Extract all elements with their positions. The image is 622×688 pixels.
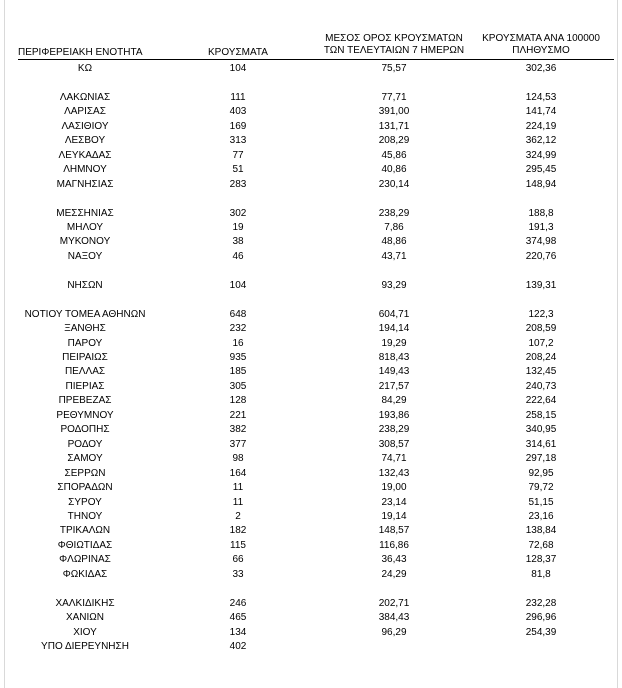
cases-cell: 402 [229,641,247,652]
cases-per-100k-cell: 224,19 [525,120,557,132]
table-row [0,91,622,105]
cases-cell: 111 [230,91,246,103]
table-row [0,524,622,538]
region-name-cell: ΚΩ [77,63,93,74]
table-row [0,279,622,293]
cases-cell: 305 [229,380,247,392]
seven-day-average-cell: 202,71 [378,597,410,609]
table-row [0,337,622,351]
table-row [0,322,622,336]
region-name-cell: ΡΕΘΥΜΝΟΥ [56,409,114,421]
seven-day-average-cell: 238,29 [378,424,410,436]
cases-cell: 377 [229,438,247,450]
table-row [0,207,622,221]
cases-cell: 38 [232,236,244,248]
region-name-cell: ΛΕΣΒΟΥ [64,135,106,147]
cases-cell: 221 [229,409,247,421]
header-avg-line-1: ΜΕΣΟΣ ΟΡΟΣ ΚΡΟΥΣΜΑΤΩΝ [325,33,463,44]
table-row [0,134,622,148]
cases-cell: 51 [232,164,244,176]
cases-per-100k-cell: 132,45 [525,366,557,378]
cases-per-100k-cell: 92,95 [528,467,554,479]
table-row [0,640,622,654]
seven-day-average-cell: 48,86 [381,236,407,248]
region-name-cell: ΦΛΩΡΙΝΑΣ [59,554,111,566]
seven-day-average-cell: 391,00 [378,106,410,118]
region-name-cell: ΞΑΝΘΗΣ [64,323,106,335]
cases-cell: 465 [229,612,247,624]
cases-per-100k-cell: 79,72 [528,482,554,494]
region-name-cell: ΧΑΛΚΙΔΙΚΗΣ [55,597,115,609]
region-name-cell: ΛΑΣΙΘΙΟΥ [61,120,109,132]
table-row [0,235,622,249]
cases-cell: 403 [229,106,247,118]
cases-cell: 66 [232,554,244,566]
seven-day-average-cell: 77,71 [381,91,407,103]
region-name-cell: ΝΟΤΙΟΥ ΤΟΜΕΑ ΑΘΗΝΩΝ [24,308,146,320]
cases-per-100k-cell: 208,59 [525,323,557,335]
seven-day-average-cell: 238,29 [378,207,410,219]
cases-cell: 382 [229,424,247,436]
region-name-cell: ΣΕΡΡΩΝ [64,467,106,479]
cases-per-100k-cell: 297,18 [525,453,557,465]
cases-per-100k-cell: 302,36 [525,63,557,74]
table-row [0,568,622,582]
cases-per-100k-cell: 240,73 [525,380,557,392]
seven-day-average-cell: 19,29 [381,337,407,349]
region-name-cell: ΜΗΛΟΥ [66,221,104,233]
table-row [0,626,622,640]
cases-cell: 104 [229,279,247,291]
cases-cell: 2 [235,510,241,522]
cases-per-100k-cell: 191,3 [528,221,554,233]
cases-cell: 182 [229,525,247,537]
table-row [0,481,622,495]
seven-day-average-cell: 230,14 [378,178,410,190]
cases-per-100k-cell: 124,53 [525,91,557,103]
seven-day-average-cell: 194,14 [378,323,410,335]
cases-cell: 98 [232,453,244,465]
cases-per-100k-cell: 122,3 [528,308,554,320]
region-name-cell: ΧΙΟΥ [73,626,97,638]
table-row [0,62,622,76]
region-name-cell: ΠΙΕΡΙΑΣ [65,380,105,392]
cases-per-100k-cell: 296,96 [525,612,557,624]
region-name-cell: ΧΑΝΙΩΝ [65,612,105,624]
region-name-cell: ΜΕΣΣΗΝΙΑΣ [56,207,114,219]
table-row [0,438,622,452]
cases-per-100k-cell: 232,28 [525,597,557,609]
table-row [0,510,622,524]
cases-cell: 19 [232,221,244,233]
cases-cell: 283 [229,178,247,190]
table-row [0,539,622,553]
region-name-cell: ΦΩΚΙΔΑΣ [62,568,108,580]
cases-per-100k-cell: 220,76 [525,250,557,262]
seven-day-average-cell: 40,86 [381,164,407,176]
region-name-cell: ΤΗΝΟΥ [67,510,103,522]
seven-day-average-cell: 208,29 [378,135,410,147]
cases-per-100k-cell: 128,37 [525,554,557,566]
cases-cell: 128 [229,395,247,407]
cases-per-100k-cell: 254,39 [525,626,557,638]
cases-per-100k-cell: 141,74 [525,106,557,118]
region-name-cell: ΛΑΚΩΝΙΑΣ [59,91,111,103]
seven-day-average-cell: 24,29 [381,568,407,580]
seven-day-average-cell: 93,29 [381,279,407,291]
seven-day-average-cell: 149,43 [378,366,410,378]
region-name-cell: ΠΡΕΒΕΖΑΣ [58,395,112,407]
cases-cell: 134 [229,626,247,638]
cases-per-100k-cell: 362,12 [525,135,557,147]
table-row [0,105,622,119]
region-name-cell: ΡΟΔΟΠΗΣ [60,424,110,436]
region-name-cell: ΝΑΞΟΥ [67,250,103,262]
table-row [0,409,622,423]
cases-cell: 115 [230,539,246,551]
cases-cell: 77 [232,149,244,161]
seven-day-average-cell: 148,57 [378,525,410,537]
table-row [0,423,622,437]
header-rate-line-1: ΚΡΟΥΣΜΑΤΑ ΑΝΑ 100000 [482,33,600,44]
cases-cell: 33 [232,568,244,580]
seven-day-average-cell: 23,14 [381,496,407,508]
header-cases: ΚΡΟΥΣΜΑΤΑ [208,47,268,58]
header-underline [18,59,614,60]
seven-day-average-cell: 19,00 [381,482,407,494]
region-name-cell: ΡΟΔΟΥ [67,438,103,450]
region-name-cell: ΛΕΥΚΑΔΑΣ [58,149,112,161]
header-cases-per-100k [466,33,616,57]
table-row [0,611,622,625]
table-row [0,380,622,394]
cases-per-100k-cell: 324,99 [525,149,557,161]
cases-per-100k-cell: 23,16 [528,510,554,522]
cases-per-100k-cell: 81,8 [531,568,551,580]
header-rate-line-2: ΠΛΗΘΥΣΜΟ [512,45,570,56]
region-name-cell: ΦΘΙΩΤΙΔΑΣ [57,539,113,551]
seven-day-average-cell: 217,57 [378,380,410,392]
table-row [0,178,622,192]
seven-day-average-cell: 96,29 [381,626,407,638]
region-name-cell: ΣΑΜΟΥ [67,453,103,465]
cases-cell: 164 [229,467,247,479]
cases-cell: 104 [229,63,247,74]
table-row [0,221,622,235]
header-region: ΠΕΡΙΦΕΡΕΙΑΚΗ ΕΝΟΤΗΤΑ [18,47,143,58]
seven-day-average-cell: 308,57 [378,438,410,450]
cases-per-100k-cell: 188,8 [528,207,554,219]
table-row [0,365,622,379]
region-name-cell: ΛΑΡΙΣΑΣ [64,106,106,118]
cases-per-100k-cell: 148,94 [525,178,557,190]
cases-per-100k-cell: 107,2 [528,337,554,349]
cases-cell: 935 [229,352,247,363]
cases-per-100k-cell: 295,45 [525,164,557,176]
seven-day-average-cell: 36,43 [381,554,407,566]
cases-per-100k-cell: 340,95 [525,424,557,436]
region-name-cell: ΥΠΟ ΔΙΕΡΕΥΝΗΣΗ [41,641,129,652]
region-name-cell: ΜΥΚΟΝΟΥ [59,236,111,248]
cases-cell: 648 [229,308,247,320]
cases-cell: 11 [232,496,244,508]
cases-per-100k-cell: 51,15 [528,496,554,508]
seven-day-average-cell: 7,86 [384,221,404,233]
table-row [0,394,622,408]
table-row [0,496,622,510]
cases-per-100k-cell: 374,98 [525,236,557,248]
seven-day-average-cell: 19,14 [381,510,407,522]
cases-cell: 313 [229,135,247,147]
region-name-cell: ΣΠΟΡΑΔΩΝ [57,482,113,494]
region-name-cell: ΠΑΡΟΥ [67,337,103,349]
table-row [0,149,622,163]
seven-day-average-cell: 45,86 [381,149,407,161]
cases-per-100k-cell: 222,64 [525,395,557,407]
table-row [0,452,622,466]
seven-day-average-cell: 74,71 [381,453,407,465]
cases-cell: 16 [232,337,244,349]
cases-cell: 185 [229,366,247,378]
cases-cell: 302 [229,207,247,219]
table-row [0,597,622,611]
seven-day-average-cell: 75,57 [381,63,407,74]
table-row [0,467,622,481]
seven-day-average-cell: 116,86 [379,539,409,551]
header-seven-day-average [306,33,482,57]
seven-day-average-cell: 818,43 [378,352,410,363]
cases-per-100k-cell: 208,24 [525,352,557,363]
header-avg-line-2: ΤΩΝ ΤΕΛΕΥΤΑΙΩΝ 7 ΗΜΕΡΩΝ [323,45,465,56]
region-name-cell: ΠΕΛΛΑΣ [64,366,106,378]
cases-per-100k-cell: 138,84 [525,525,557,537]
region-name-cell: ΣΥΡΟΥ [68,496,102,508]
table-row [0,250,622,264]
cases-per-100k-cell: 139,31 [525,279,557,291]
region-name-cell: ΛΗΜΝΟΥ [63,164,107,176]
table-row [0,163,622,177]
seven-day-average-cell: 193,86 [378,409,410,421]
seven-day-average-cell: 131,71 [378,120,410,132]
cases-cell: 46 [232,250,244,262]
seven-day-average-cell: 84,29 [381,395,407,407]
region-name-cell: ΤΡΙΚΑΛΩΝ [59,525,111,537]
cases-cell: 11 [232,482,244,494]
cases-cell: 232 [229,323,247,335]
table-row [0,120,622,134]
cases-per-100k-cell: 314,61 [525,438,557,450]
cases-cell: 246 [229,597,247,609]
seven-day-average-cell: 132,43 [378,467,410,479]
region-name-cell: ΜΑΓΝΗΣΙΑΣ [56,178,114,190]
cases-per-100k-cell: 72,68 [528,539,554,551]
table-row [0,351,622,365]
table-row [0,308,622,322]
seven-day-average-cell: 43,71 [381,250,407,262]
cases-per-100k-cell: 258,15 [525,409,557,421]
table-row [0,553,622,567]
cases-cell: 169 [229,120,247,132]
region-name-cell: ΝΗΣΩΝ [67,279,103,291]
seven-day-average-cell: 384,43 [378,612,410,624]
seven-day-average-cell: 604,71 [378,308,410,320]
region-name-cell: ΠΕΙΡΑΙΩΣ [62,352,108,363]
